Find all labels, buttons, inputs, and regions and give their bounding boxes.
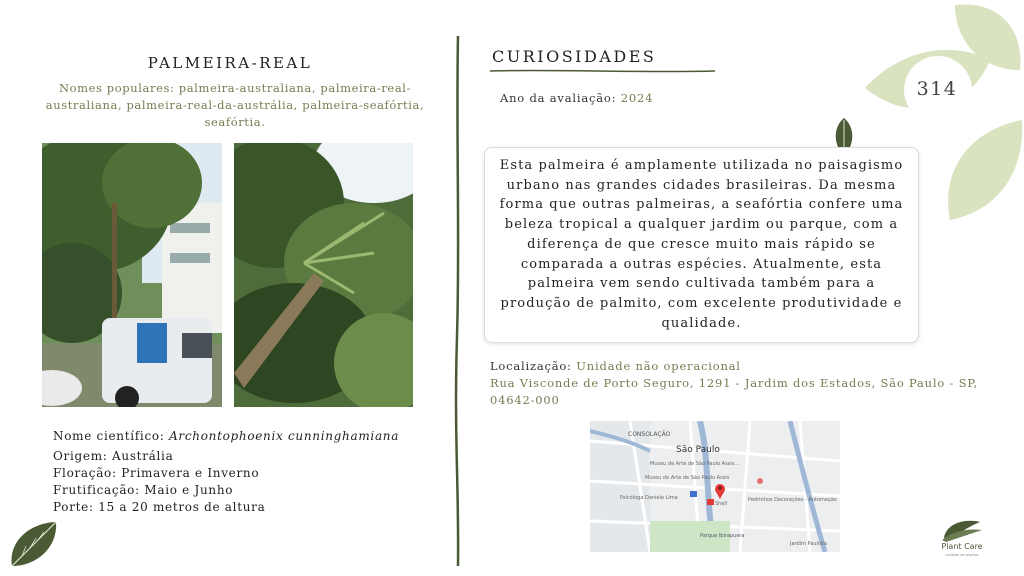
vertical-divider (452, 36, 464, 566)
evaluation-year-value: 2024 (620, 91, 654, 105)
map-city-label: São Paulo (676, 445, 720, 455)
plant-photo-1 (42, 143, 222, 407)
map-poi-label-2: Psicóloga Daniele Lima (620, 495, 678, 501)
curiosities-text: Esta palmeira é amplamente utilizada no paisagismo urbano nas grandes cidades brasileiras. Da mesma forma que outras palmeiras, a seafórtia confere uma beleza tropical a qualquer jardim ou parque, com a diferença de que cresce muito mais rápido se comparada a outras espécies. Atualmente, esta palmeira vem sendo cultivada também para a produção de palmito, com excelente produtividade e qualidade. (499, 158, 904, 331)
evaluation-year-label: Ano da avaliação: (500, 91, 617, 105)
decorative-leaves (860, 0, 1024, 230)
title-underline (490, 68, 715, 74)
logo-name: Plant Care (941, 542, 983, 551)
origin: Origem: Austrália (53, 449, 174, 463)
plant-number-badge: 314 (916, 78, 958, 100)
map-poi-label-5: Museu de Arte de São Paulo Assis (645, 475, 730, 481)
plant-size: Porte: 15 a 20 metros de altura (53, 500, 266, 514)
flowering: Floração: Primavera e Inverno (53, 466, 260, 480)
curiosities-card (484, 147, 919, 343)
location-block (490, 358, 990, 409)
fruiting: Frutificação: Maio e Junho (53, 483, 234, 497)
popular-names-value: palmeira-australiana, palmeira-real-australiana, palmeira-real-da-austrália, palmeira-seafórtia, seafórtia. (45, 81, 425, 129)
map-poi-label-7: Jardim Paulista (790, 541, 827, 547)
popular-names-label: Nomes populares: (58, 81, 175, 95)
evaluation-year (500, 91, 653, 105)
curiosities-title: CURIOSIDADES (492, 47, 657, 66)
map-poi-label-1: Museu de Arte de São Paulo Assis... (650, 461, 740, 467)
scientific-name-value: Archontophoenix cunninghamiana (169, 429, 400, 443)
scientific-name-row (53, 429, 399, 443)
plant-care-logo (930, 512, 994, 558)
map-poi-label-4: Pedrinhos Decorações - Automação (748, 497, 837, 503)
location-label: Localização: (490, 359, 572, 373)
map-poi-label-6: Parque Ibirapuera (700, 533, 745, 539)
location-unit: Unidade não operacional (576, 359, 741, 373)
popular-names (40, 80, 430, 131)
plant-photo-2 (234, 143, 413, 407)
location-address: Rua Visconde de Porto Seguro, 1291 - Jardim dos Estados, São Paulo - SP, 04642-000 (490, 376, 979, 407)
map-district-label: CONSOLAÇÃO (628, 431, 671, 438)
location-map[interactable] (590, 421, 840, 552)
map-poi-label-3: Shell (715, 501, 728, 507)
plant-title: PALMEIRA-REAL (147, 54, 313, 72)
scientific-name-label: Nome científico: (53, 429, 165, 443)
leaf-icon-bottom (8, 518, 60, 570)
logo-tagline: cuidado de plantas (945, 553, 979, 557)
